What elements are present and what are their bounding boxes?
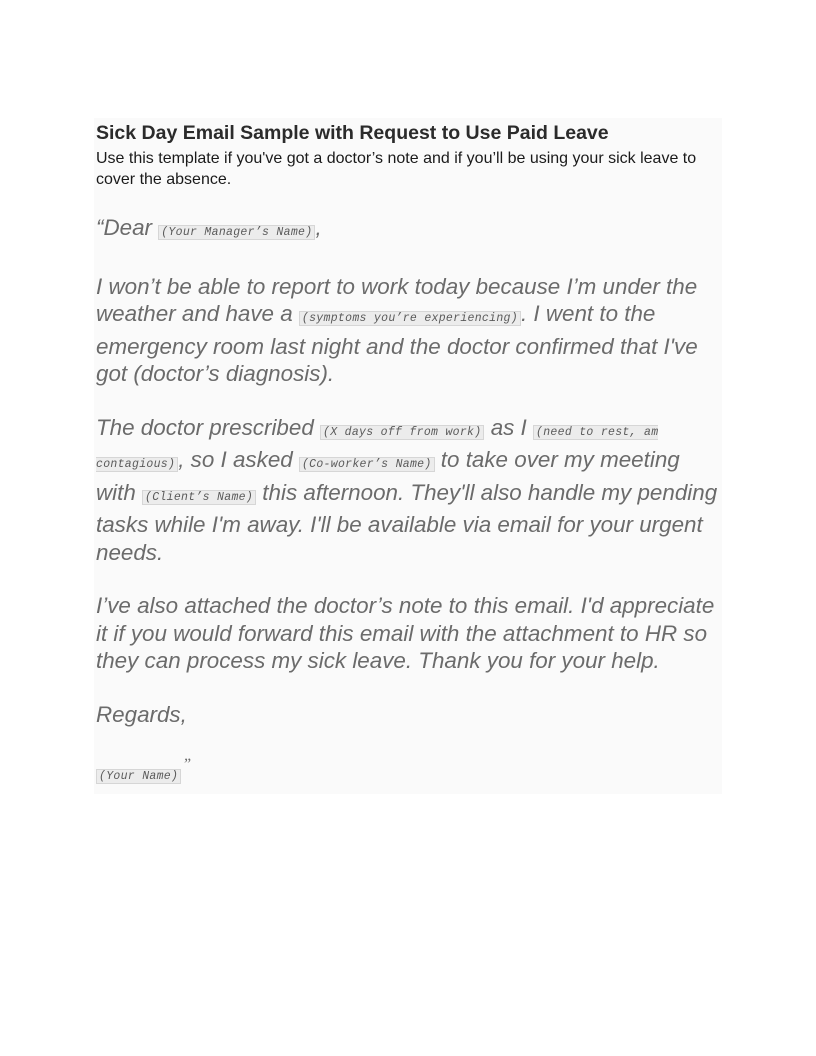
paragraph-2-text-e: this afternoon. They'll also handle my pending tasks while I'm away. I'll be available via email for your urgent needs. <box>96 479 718 565</box>
intro-text: Use this template if you've got a doctor’s note and if you’ll be using your sick leave to cover the absence. <box>96 150 697 188</box>
your-name-placeholder: (Your Name) <box>96 769 181 784</box>
paragraph-1 <box>96 273 720 388</box>
greeting-line <box>96 214 720 247</box>
symptoms-placeholder: (symptoms you’re experiencing) <box>299 311 521 326</box>
paragraph-1-text-a: I won’t be able to report to work today because I’m under the weather and have a <box>96 273 698 326</box>
paragraph-2 <box>96 414 720 567</box>
greeting-suffix: , <box>315 215 322 240</box>
reason-placeholder: (need to rest, am contagious) <box>96 425 659 471</box>
closing-quote-mark: ” <box>182 756 192 773</box>
paragraph-3: I’ve also attached the doctor’s note to this email. I'd appreciate it if you would forward this email with the attachment to HR so they can process my sick leave. Thank you for your help. <box>96 593 715 673</box>
paragraph-2-text-a: The doctor prescribed <box>96 414 321 440</box>
closing-line: Regards, <box>96 701 187 727</box>
days-off-placeholder: (X days off from work) <box>320 425 484 440</box>
page-title: Sick Day Email Sample with Request to Use Paid Leave <box>96 122 609 144</box>
client-name-placeholder: (Client’s Name) <box>142 490 256 505</box>
signature-line <box>96 758 720 791</box>
manager-name-placeholder: (Your Manager’s Name) <box>158 225 315 240</box>
paragraph-2-text-c: , so I asked <box>178 447 299 472</box>
coworker-name-placeholder: (Co-worker’s Name) <box>299 457 435 472</box>
paragraph-1-text-b: . I went to the emergency room last night and the doctor confirmed that I've got (doctor’s diagnosis). <box>96 301 698 386</box>
greeting-prefix: “Dear <box>96 215 159 240</box>
paragraph-2-text-b: as I <box>484 414 534 440</box>
email-template-document <box>96 120 720 791</box>
paragraph-2-text-d: to take over my meeting with <box>96 447 680 505</box>
